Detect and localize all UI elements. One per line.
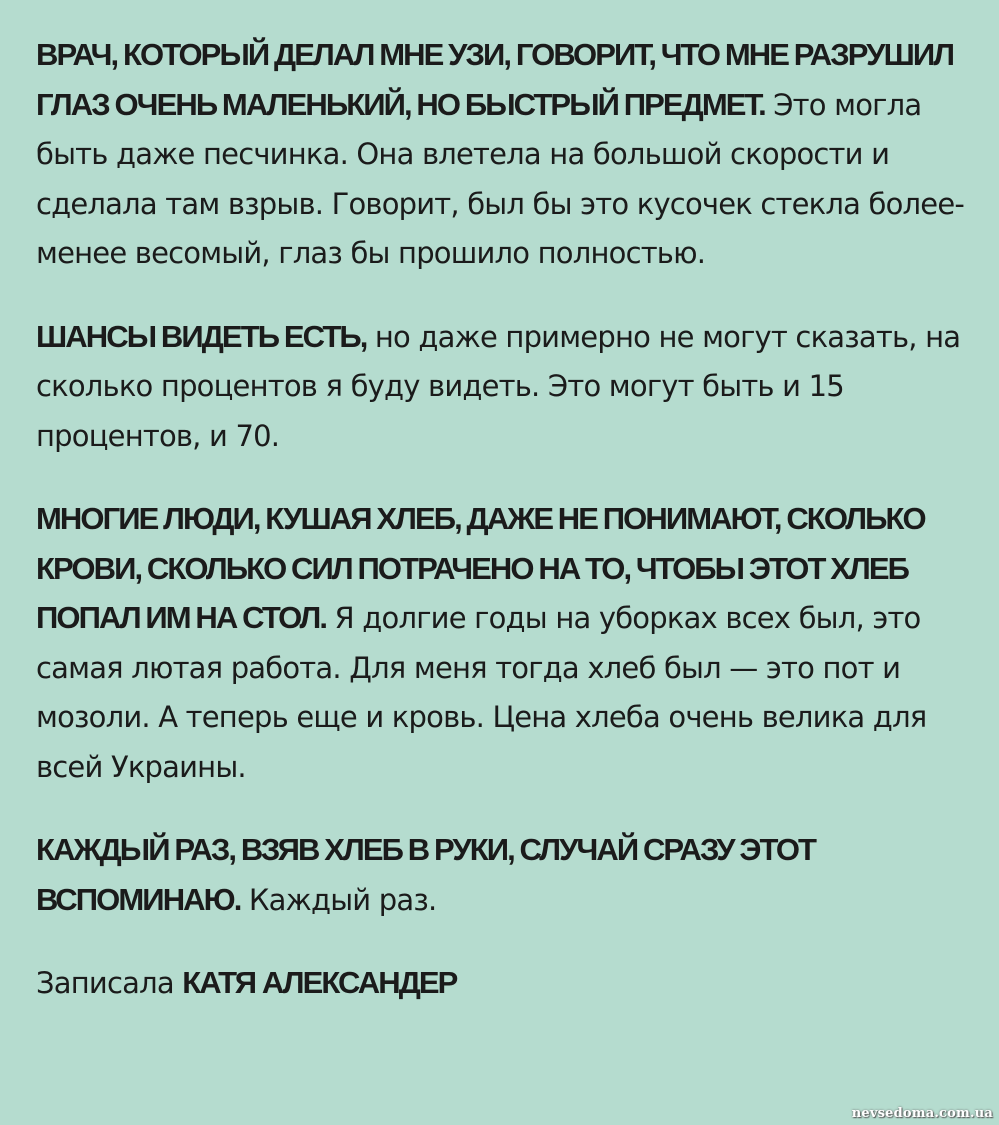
paragraph-1-lead: ВРАЧ, КОТОРЫЙ ДЕЛАЛ МНЕ УЗИ, ГОВОРИТ, ЧТО МНЕ РАЗРУШИЛ ГЛАЗ ОЧЕНЬ МАЛЕНЬКИЙ, НО БЫСТРЫЙ ПРЕДМЕТ. <box>36 37 954 122</box>
article-text <box>36 30 971 1039</box>
paragraph-3-lead: МНОГИЕ ЛЮДИ, КУШАЯ ХЛЕБ, ДАЖЕ НЕ ПОНИМАЮТ, СКОЛЬКО КРОВИ, СКОЛЬКО СИЛ ПОТРАЧЕНО НА ТО, ЧТОБЫ ЭТОТ ХЛЕБ ПОПАЛ ИМ НА СТОЛ. <box>36 501 925 635</box>
paragraph-2-text: но даже примерно не могут сказать, на сколько процентов я буду видеть. Это могут быть и 15 процентов, и 70. <box>36 319 961 453</box>
paragraph-4-lead: КАЖДЫЙ РАЗ, ВЗЯВ ХЛЕБ В РУКИ, СЛУЧАЙ СРАЗУ ЭТОТ ВСПОМИНАЮ. <box>36 832 816 917</box>
paragraph-1-text: Это могла быть даже песчинка. Она влетела на большой скорости и сделала там взрыв. Говорит, был бы это кусочек стекла более-менее весомый, глаз бы прошило полностью. <box>36 87 965 270</box>
paragraph-3-text: Я долгие годы на уборках всех был, это самая лютая работа. Для меня тогда хлеб был — это пот и мозоли. А теперь еще и кровь. Цена хлеба очень велика для всей Украины. <box>36 601 927 784</box>
paragraph-4 <box>36 825 971 924</box>
site-watermark: nevsedoma.com.ua <box>851 1106 993 1121</box>
paragraph-1 <box>36 30 971 278</box>
credit-label: Записала <box>36 966 183 1000</box>
paragraph-2-lead: ШАНСЫ ВИДЕТЬ ЕСТЬ, <box>36 318 367 354</box>
credit-author-name: КАТЯ АЛЕКСАНДЕР <box>182 965 457 1000</box>
paragraph-2 <box>36 312 971 461</box>
paragraph-3 <box>36 494 971 791</box>
paragraph-4-text: Каждый раз. <box>240 882 437 917</box>
author-credit <box>36 958 971 1007</box>
